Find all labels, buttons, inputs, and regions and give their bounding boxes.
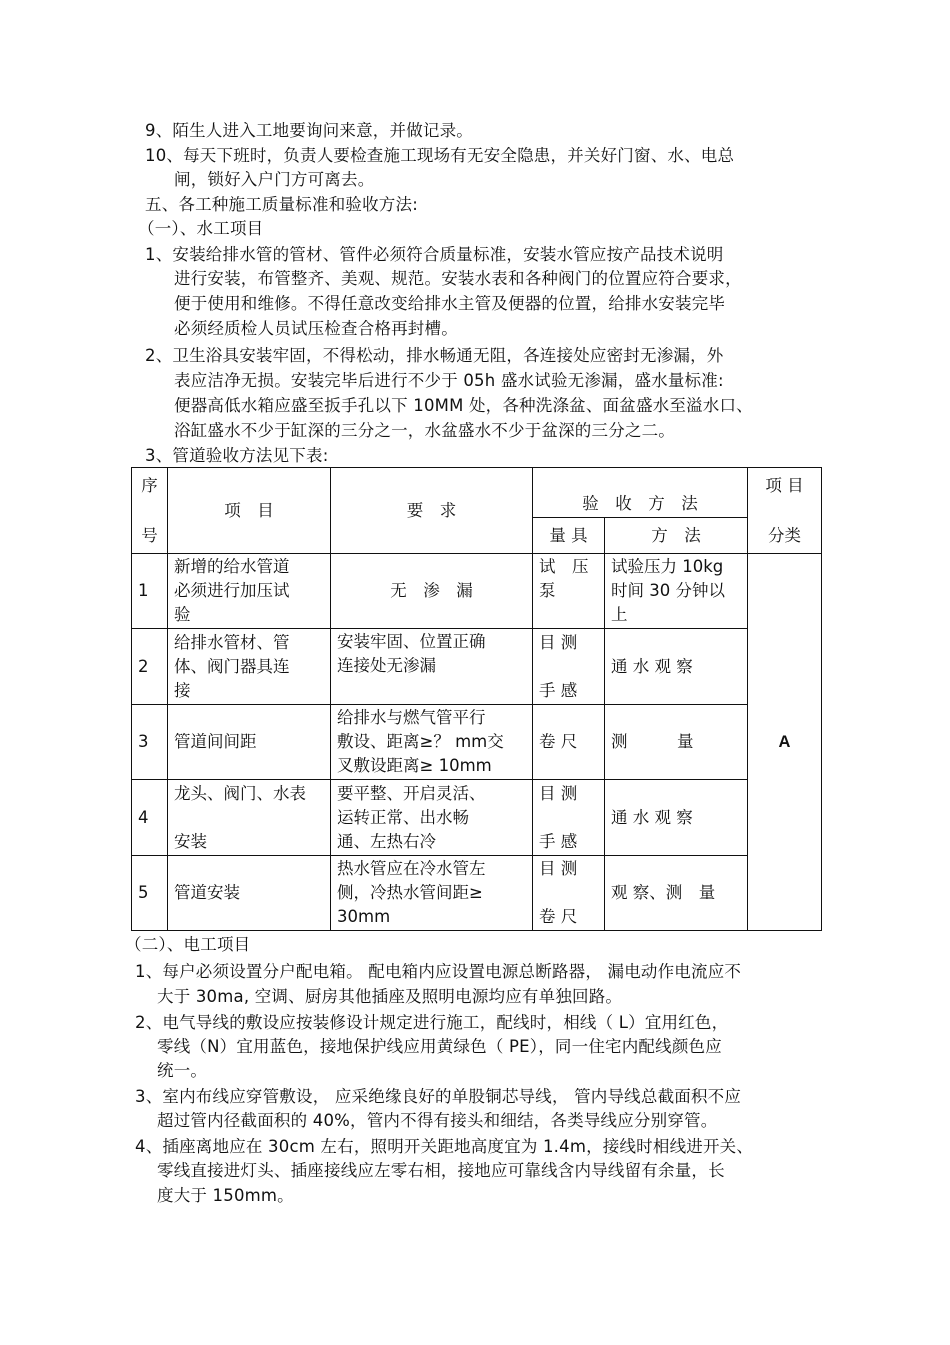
category-value: A xyxy=(748,554,822,931)
cell-tool: 目 测 手 感 xyxy=(533,780,605,856)
text-line: 进行安装，布管整齐、美观、规范。安装水表和各种阀门的位置应符合要求， xyxy=(174,269,742,288)
text-line: 2、电气导线的敷设应按装修设计规定进行施工，配线时，相线（ L）宜用红色， xyxy=(135,1013,729,1032)
cell-item: 新增的给水管道 必须进行加压试 验 xyxy=(168,554,331,629)
cell-tool: 目 测 卷 尺 xyxy=(533,856,605,931)
cell-no: 2 xyxy=(132,629,168,705)
text-line: 闸，锁好入户门方可离去。 xyxy=(174,170,375,189)
text-line: 2、卫生浴具安装牢固，不得松动，排水畅通无阻，各连接处应密封无渗漏，外 xyxy=(145,346,724,365)
text-line: 1、每户必须设置分户配电箱。 配电箱内应设置电源总断路器， 漏电动作电流应不 xyxy=(135,962,742,981)
cell-method: 通 水 观 察 xyxy=(605,629,748,705)
cell-item: 管道安装 xyxy=(168,856,331,931)
header-item: 项 目 xyxy=(168,468,331,554)
cell-requirement: 无 渗 漏 xyxy=(331,554,533,629)
cell-item: 给排水管材、管 体、阀门器具连 接 xyxy=(168,629,331,705)
header-method: 方 法 xyxy=(605,518,748,554)
text-line: 表应洁净无损。安装完毕后进行不少于 05h 盛水试验无渗漏，盛水量标准: xyxy=(174,371,724,390)
text-line: 3、管道验收方法见下表: xyxy=(145,446,329,465)
text-line: 9、陌生人进入工地要询问来意，并做记录。 xyxy=(145,121,473,140)
cell-method: 通 水 观 察 xyxy=(605,780,748,856)
pipe-acceptance-table xyxy=(131,467,822,931)
text-line: 浴缸盛水不少于缸深的三分之一，水盆盛水不少于盆深的三分之二。 xyxy=(174,421,675,440)
table-row xyxy=(132,780,822,856)
cell-tool: 试 压 泵 xyxy=(533,554,605,629)
header-requirement: 要 求 xyxy=(331,468,533,554)
table-row xyxy=(132,554,822,629)
text-line: 3、室内布线应穿管敷设， 应采绝缘良好的单股铜芯导线， 管内导线总截面积不应 xyxy=(135,1087,742,1106)
subsection-heading: （二）、电工项目 xyxy=(125,935,251,954)
table-row xyxy=(132,856,822,931)
cell-tool: 卷 尺 xyxy=(533,705,605,780)
cell-method: 观 察、测 量 xyxy=(605,856,748,931)
text-line: 度大于 150mm。 xyxy=(157,1186,294,1205)
text-line: 便于使用和维修。不得任意改变给排水主管及便器的位置，给排水安装完毕 xyxy=(174,294,726,313)
cell-item: 管道间间距 xyxy=(168,705,331,780)
table-row xyxy=(132,629,822,705)
cell-requirement: 给排水与燃气管平行 敷设、距离≥？ mm交 叉敷设距离≥ 10mm xyxy=(331,705,533,780)
cell-no: 5 xyxy=(132,856,168,931)
cell-method: 测 量 xyxy=(605,705,748,780)
header-method-group: 验 收 方 法 xyxy=(533,468,748,518)
text-line: 4、插座离地应在 30cm 左右，照明开关距地高度宜为 1.4m，接线时相线进开关、 xyxy=(135,1137,754,1156)
section-heading: 五、各工种施工质量标准和验收方法: xyxy=(145,195,418,214)
text-line: 超过管内径截面积的 40%，管内不得有接头和细结，各类导线应分别穿管。 xyxy=(157,1111,718,1130)
cell-no: 1 xyxy=(132,554,168,629)
text-line: 大于 30ma, 空调、厨房其他插座及照明电源均应有单独回路。 xyxy=(157,987,623,1006)
header-tool: 量 具 xyxy=(533,518,605,554)
text-line: 便器高低水箱应盛至扳手孔以下 10MM 处，各种洗涤盆、面盆盛水至溢水口、 xyxy=(174,396,753,415)
cell-method: 试验压力 10kg 时间 30 分钟以 上 xyxy=(605,554,748,629)
header-category: 项 目 分类 xyxy=(748,468,822,554)
cell-no: 3 xyxy=(132,705,168,780)
cell-no: 4 xyxy=(132,780,168,856)
table-row xyxy=(132,705,822,780)
subsection-heading: （一）、水工项目 xyxy=(138,219,264,238)
cell-requirement: 安装牢固、位置正确 连接处无渗漏 xyxy=(331,629,533,705)
text-line: 零线直接进灯头、插座接线应左零右相，接地应可靠线含内导线留有余量，长 xyxy=(157,1161,725,1180)
cell-item: 龙头、阀门、水表 安装 xyxy=(168,780,331,856)
cell-tool: 目 测 手 感 xyxy=(533,629,605,705)
text-line: 零线（N）宜用蓝色，接地保护线应用黄绿色（ PE），同一住宅内配线颜色应 xyxy=(157,1037,722,1056)
text-line: 10、每天下班时，负责人要检查施工现场有无安全隐患，并关好门窗、水、电总 xyxy=(145,146,735,165)
cell-requirement: 要平整、开启灵活、 运转正常、出水畅 通、左热右冷 xyxy=(331,780,533,856)
text-line: 必须经质检人员试压检查合格再封槽。 xyxy=(174,319,458,338)
header-seq: 序 号 xyxy=(132,468,168,554)
text-line: 1、安装给排水管的管材、管件必须符合质量标准，安装水管应按产品技术说明 xyxy=(145,245,724,264)
text-line: 统一。 xyxy=(157,1061,208,1080)
cell-requirement: 热水管应在冷水管左 侧，冷热水管间距≥ 30mm xyxy=(331,856,533,931)
